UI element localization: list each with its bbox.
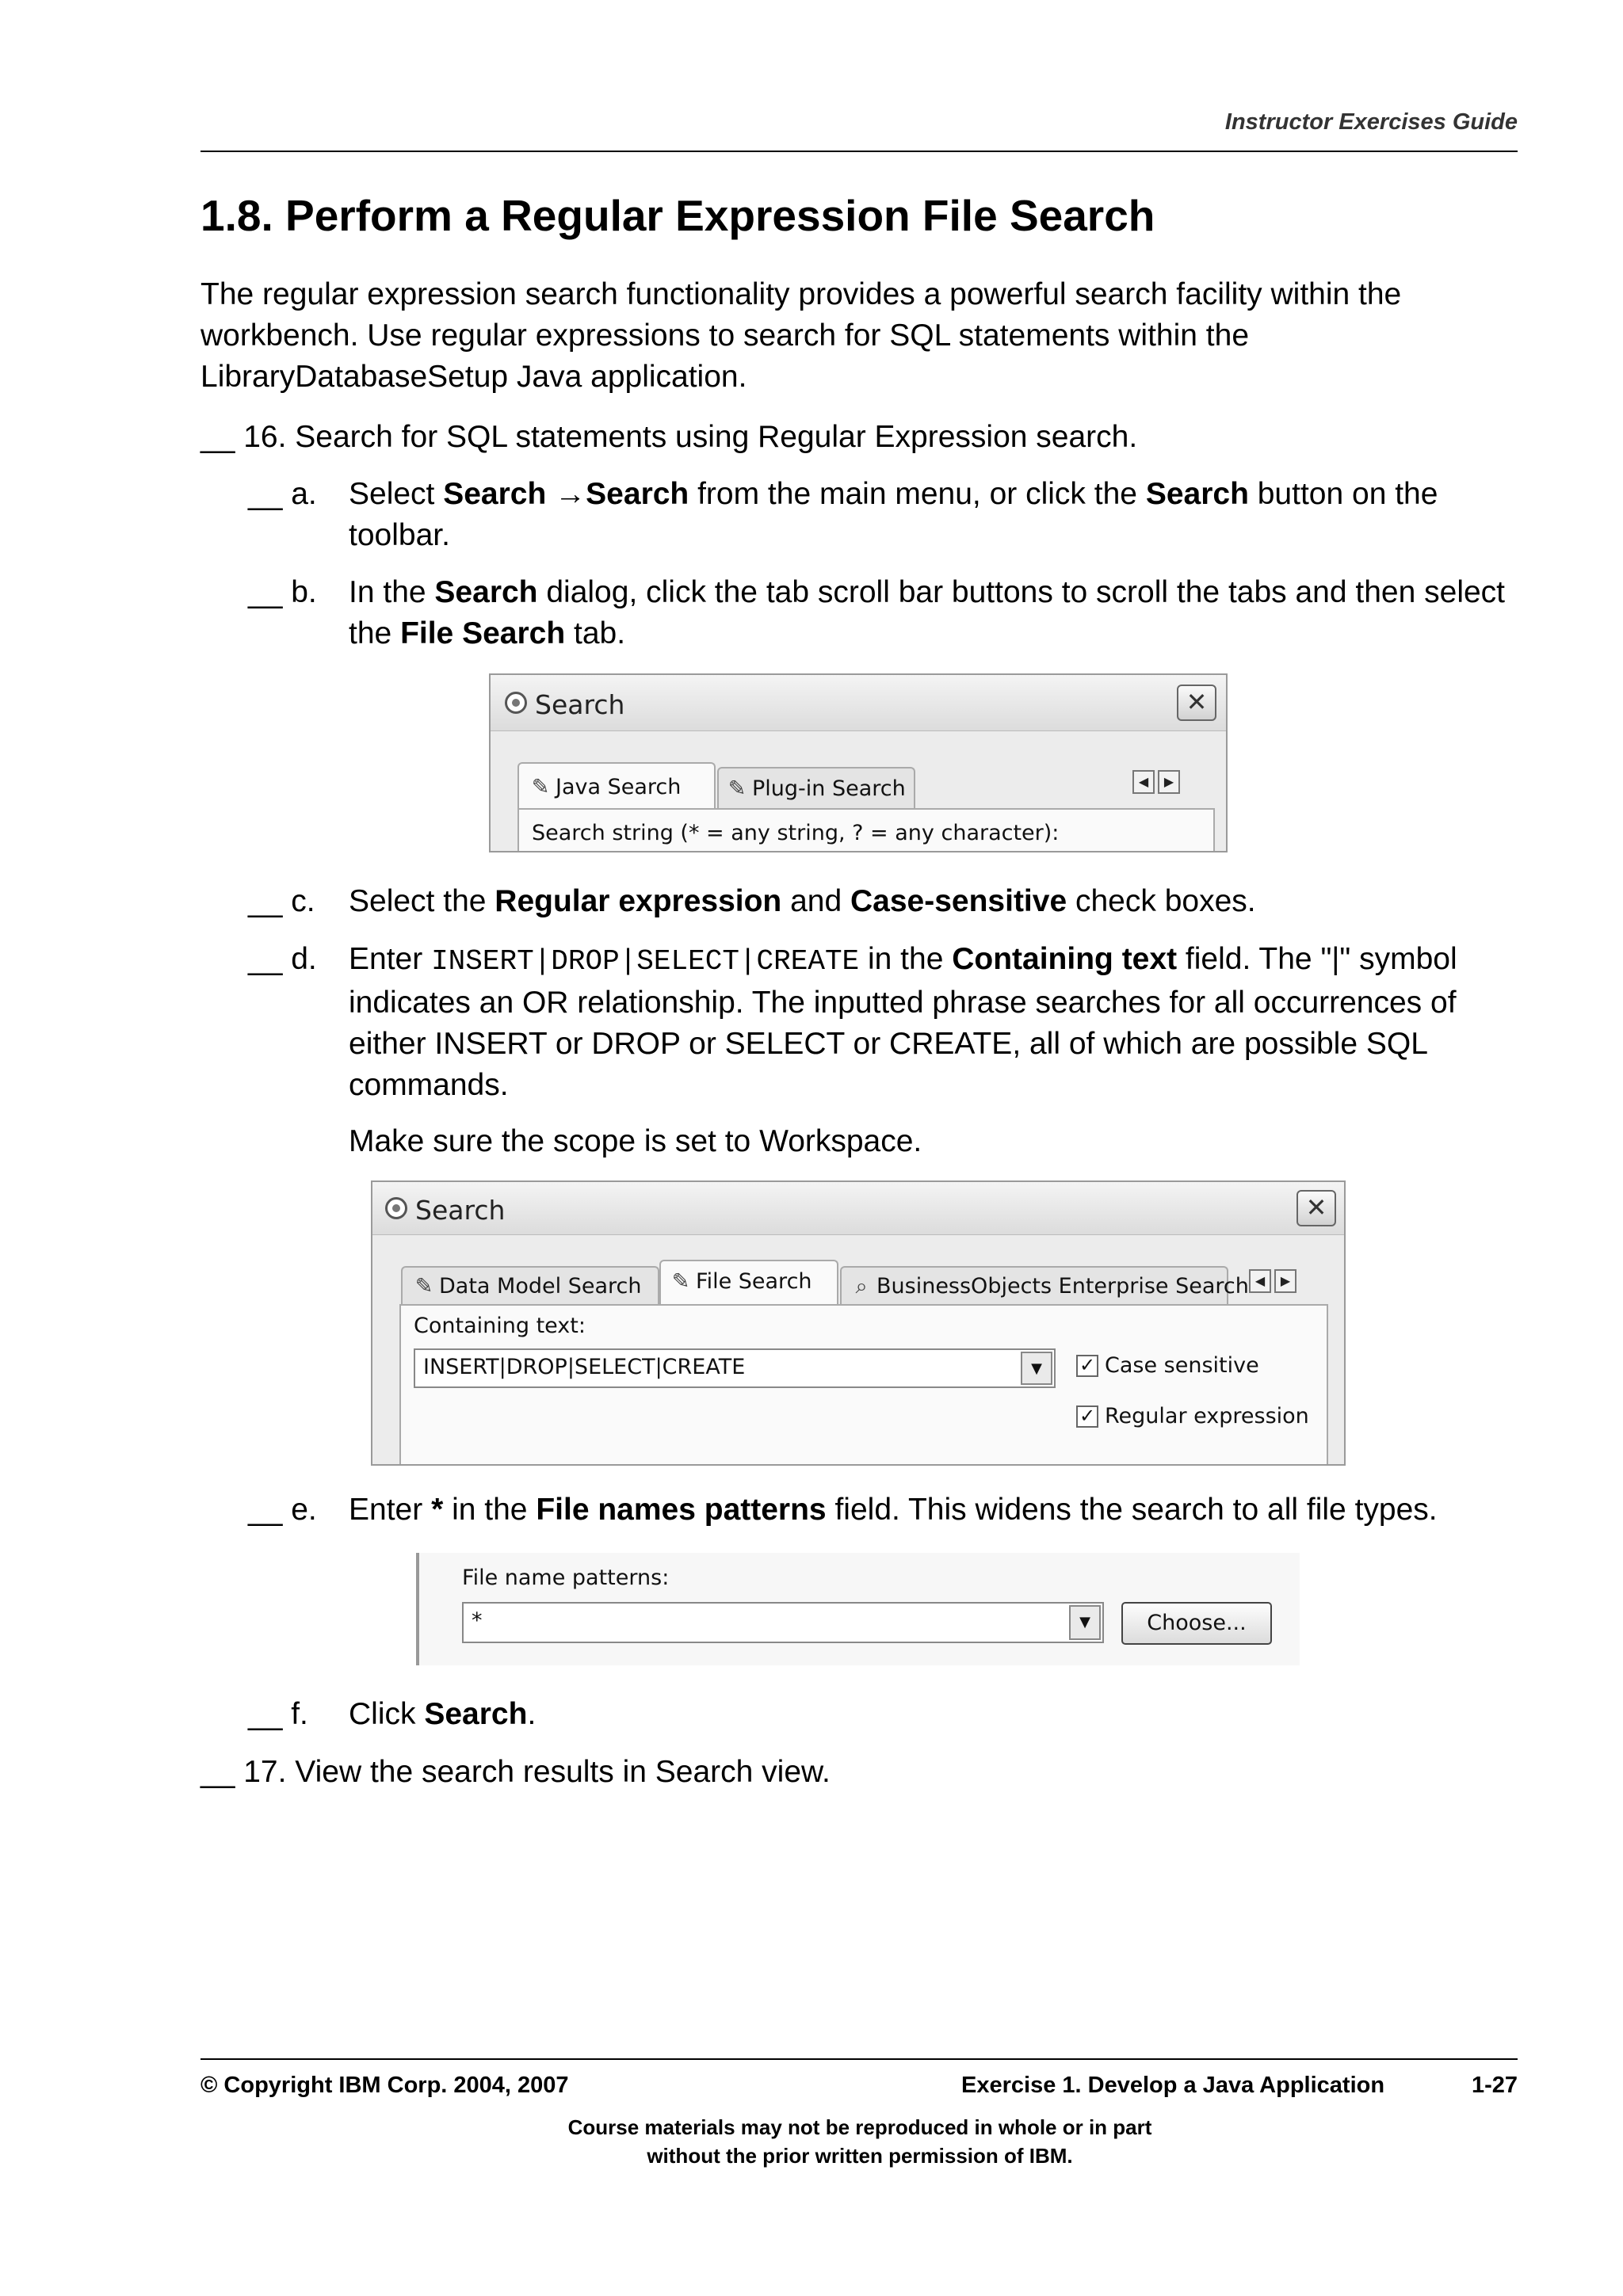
magnifier-icon: ⌕ xyxy=(855,1274,868,1299)
substep-a-text: Select Search →Search from the main menu, or click the Search button on the toolbar. xyxy=(349,477,1438,552)
substep-marker-b: __ b. xyxy=(248,575,317,609)
footer-rule xyxy=(200,2058,1518,2060)
scope-note: Make sure the scope is set to Workspace. xyxy=(349,1124,922,1158)
search-dialog-screenshot-2 xyxy=(371,1180,1346,1466)
step-16 xyxy=(200,417,1137,458)
running-header: Instructor Exercises Guide xyxy=(1224,109,1518,135)
footer-notice-line-1: Course materials may not be reproduced in whole or in part xyxy=(567,2115,1152,2139)
case-sensitive-checkbox[interactable]: ✓ Case sensitive xyxy=(1076,1353,1259,1378)
footer-page-number: 1-27 xyxy=(1471,2073,1518,2098)
containing-text-label: Containing text: xyxy=(414,1314,586,1338)
search-dialog-screenshot-1 xyxy=(489,673,1228,852)
checkmark-icon[interactable]: ✓ xyxy=(1076,1355,1098,1377)
tab-file-search[interactable]: ✎ File Search xyxy=(659,1260,838,1306)
regular-expression-checkbox[interactable]: ✓ Regular expression xyxy=(1076,1404,1309,1428)
substep-marker-f: __ f. xyxy=(248,1697,308,1731)
containing-text-value: INSERT|DROP|SELECT|CREATE xyxy=(423,1355,746,1379)
dialog-title: Search xyxy=(415,1195,506,1226)
file-name-patterns-value: * xyxy=(472,1608,483,1633)
search-dialog-icon xyxy=(505,692,527,714)
plugin-search-icon: ✎ xyxy=(727,776,747,801)
substep-marker-e: __ e. xyxy=(248,1493,317,1527)
step-17 xyxy=(200,1752,831,1793)
substep-c-text: Select the Regular expression and Case-sensitive check boxes. xyxy=(349,884,1256,918)
step-text: View the search results in Search view. xyxy=(295,1755,831,1789)
tab-scroll-buttons[interactable] xyxy=(1249,1269,1296,1293)
file-search-icon: ✎ xyxy=(671,1269,690,1294)
choose-button[interactable]: Choose... xyxy=(1121,1602,1272,1645)
dialog-title: Search xyxy=(535,689,625,720)
scroll-left-icon[interactable]: ◀ xyxy=(1249,1269,1271,1293)
scroll-right-icon[interactable]: ▶ xyxy=(1274,1269,1296,1293)
tab-scroll-buttons[interactable] xyxy=(1132,770,1180,794)
scroll-right-icon[interactable]: ▶ xyxy=(1158,770,1180,794)
java-search-icon: ✎ xyxy=(531,775,550,799)
containing-text-combo[interactable] xyxy=(414,1348,1056,1388)
footer-copyright: © Copyright IBM Corp. 2004, 2007 xyxy=(200,2073,569,2098)
search-dialog-icon xyxy=(385,1197,407,1219)
tab-panel xyxy=(399,1304,1328,1466)
header-rule xyxy=(200,151,1518,152)
substep-b-text: In the Search dialog, click the tab scroll bar buttons to scroll the tabs and then select the File Search tab. xyxy=(349,575,1506,650)
data-model-search-icon: ✎ xyxy=(414,1274,433,1299)
substep-d-text: Enter INSERT|DROP|SELECT|CREATE in the Containing text field. The "|" symbol indicates an OR relationship. The inputted phrase searches for all occurrences of either INSERT or DROP or SELECT or CREATE, all of which are possible SQL commands. xyxy=(349,942,1457,1102)
step-text: Search for SQL statements using Regular Expression search. xyxy=(295,420,1138,454)
step-marker: __ 16. xyxy=(200,420,287,454)
step-marker: __ 17. xyxy=(200,1755,287,1789)
file-name-patterns-label: File name patterns: xyxy=(462,1566,670,1590)
tab-plugin-search[interactable]: ✎ Plug-in Search xyxy=(717,767,915,810)
close-icon[interactable]: ✕ xyxy=(1177,685,1216,721)
code-containing-text: INSERT|DROP|SELECT|CREATE xyxy=(431,945,860,978)
tab-businessobjects-search[interactable]: ⌕ BusinessObjects Enterprise Search xyxy=(840,1266,1228,1306)
file-name-patterns-combo[interactable] xyxy=(462,1602,1104,1643)
search-string-label: Search string (* = any string, ? = any character): xyxy=(532,821,1060,845)
tab-panel xyxy=(517,808,1215,852)
section-title: 1.8. Perform a Regular Expression File Search xyxy=(200,191,1155,240)
tab-data-model-search[interactable]: ✎ Data Model Search xyxy=(401,1266,659,1306)
close-icon[interactable]: ✕ xyxy=(1296,1190,1336,1226)
substep-e-text: Enter * in the File names patterns field. This widens the search to all file types. xyxy=(349,1493,1438,1527)
substep-f-text: Click Search. xyxy=(349,1697,537,1731)
footer-exercise: Exercise 1. Develop a Java Application xyxy=(961,2073,1385,2098)
substep-marker-d: __ d. xyxy=(248,942,317,976)
scroll-left-icon[interactable]: ◀ xyxy=(1132,770,1155,794)
checkmark-icon[interactable]: ✓ xyxy=(1076,1405,1098,1428)
footer-notice-line-2: without the prior written permission of IBM. xyxy=(647,2144,1073,2168)
tab-java-search[interactable]: ✎ Java Search xyxy=(517,762,716,810)
intro-paragraph: The regular expression search functionality provides a powerful search facility within the workbench. Use regular expressions to search for SQL statements within the LibraryDatabaseSetup Java application. xyxy=(200,277,1402,394)
substep-marker-a: __ a. xyxy=(248,477,317,511)
chevron-down-icon[interactable]: ▼ xyxy=(1069,1605,1101,1640)
substep-marker-c: __ c. xyxy=(248,884,315,918)
chevron-down-icon[interactable]: ▼ xyxy=(1021,1352,1052,1385)
file-name-patterns-screenshot xyxy=(416,1553,1300,1665)
